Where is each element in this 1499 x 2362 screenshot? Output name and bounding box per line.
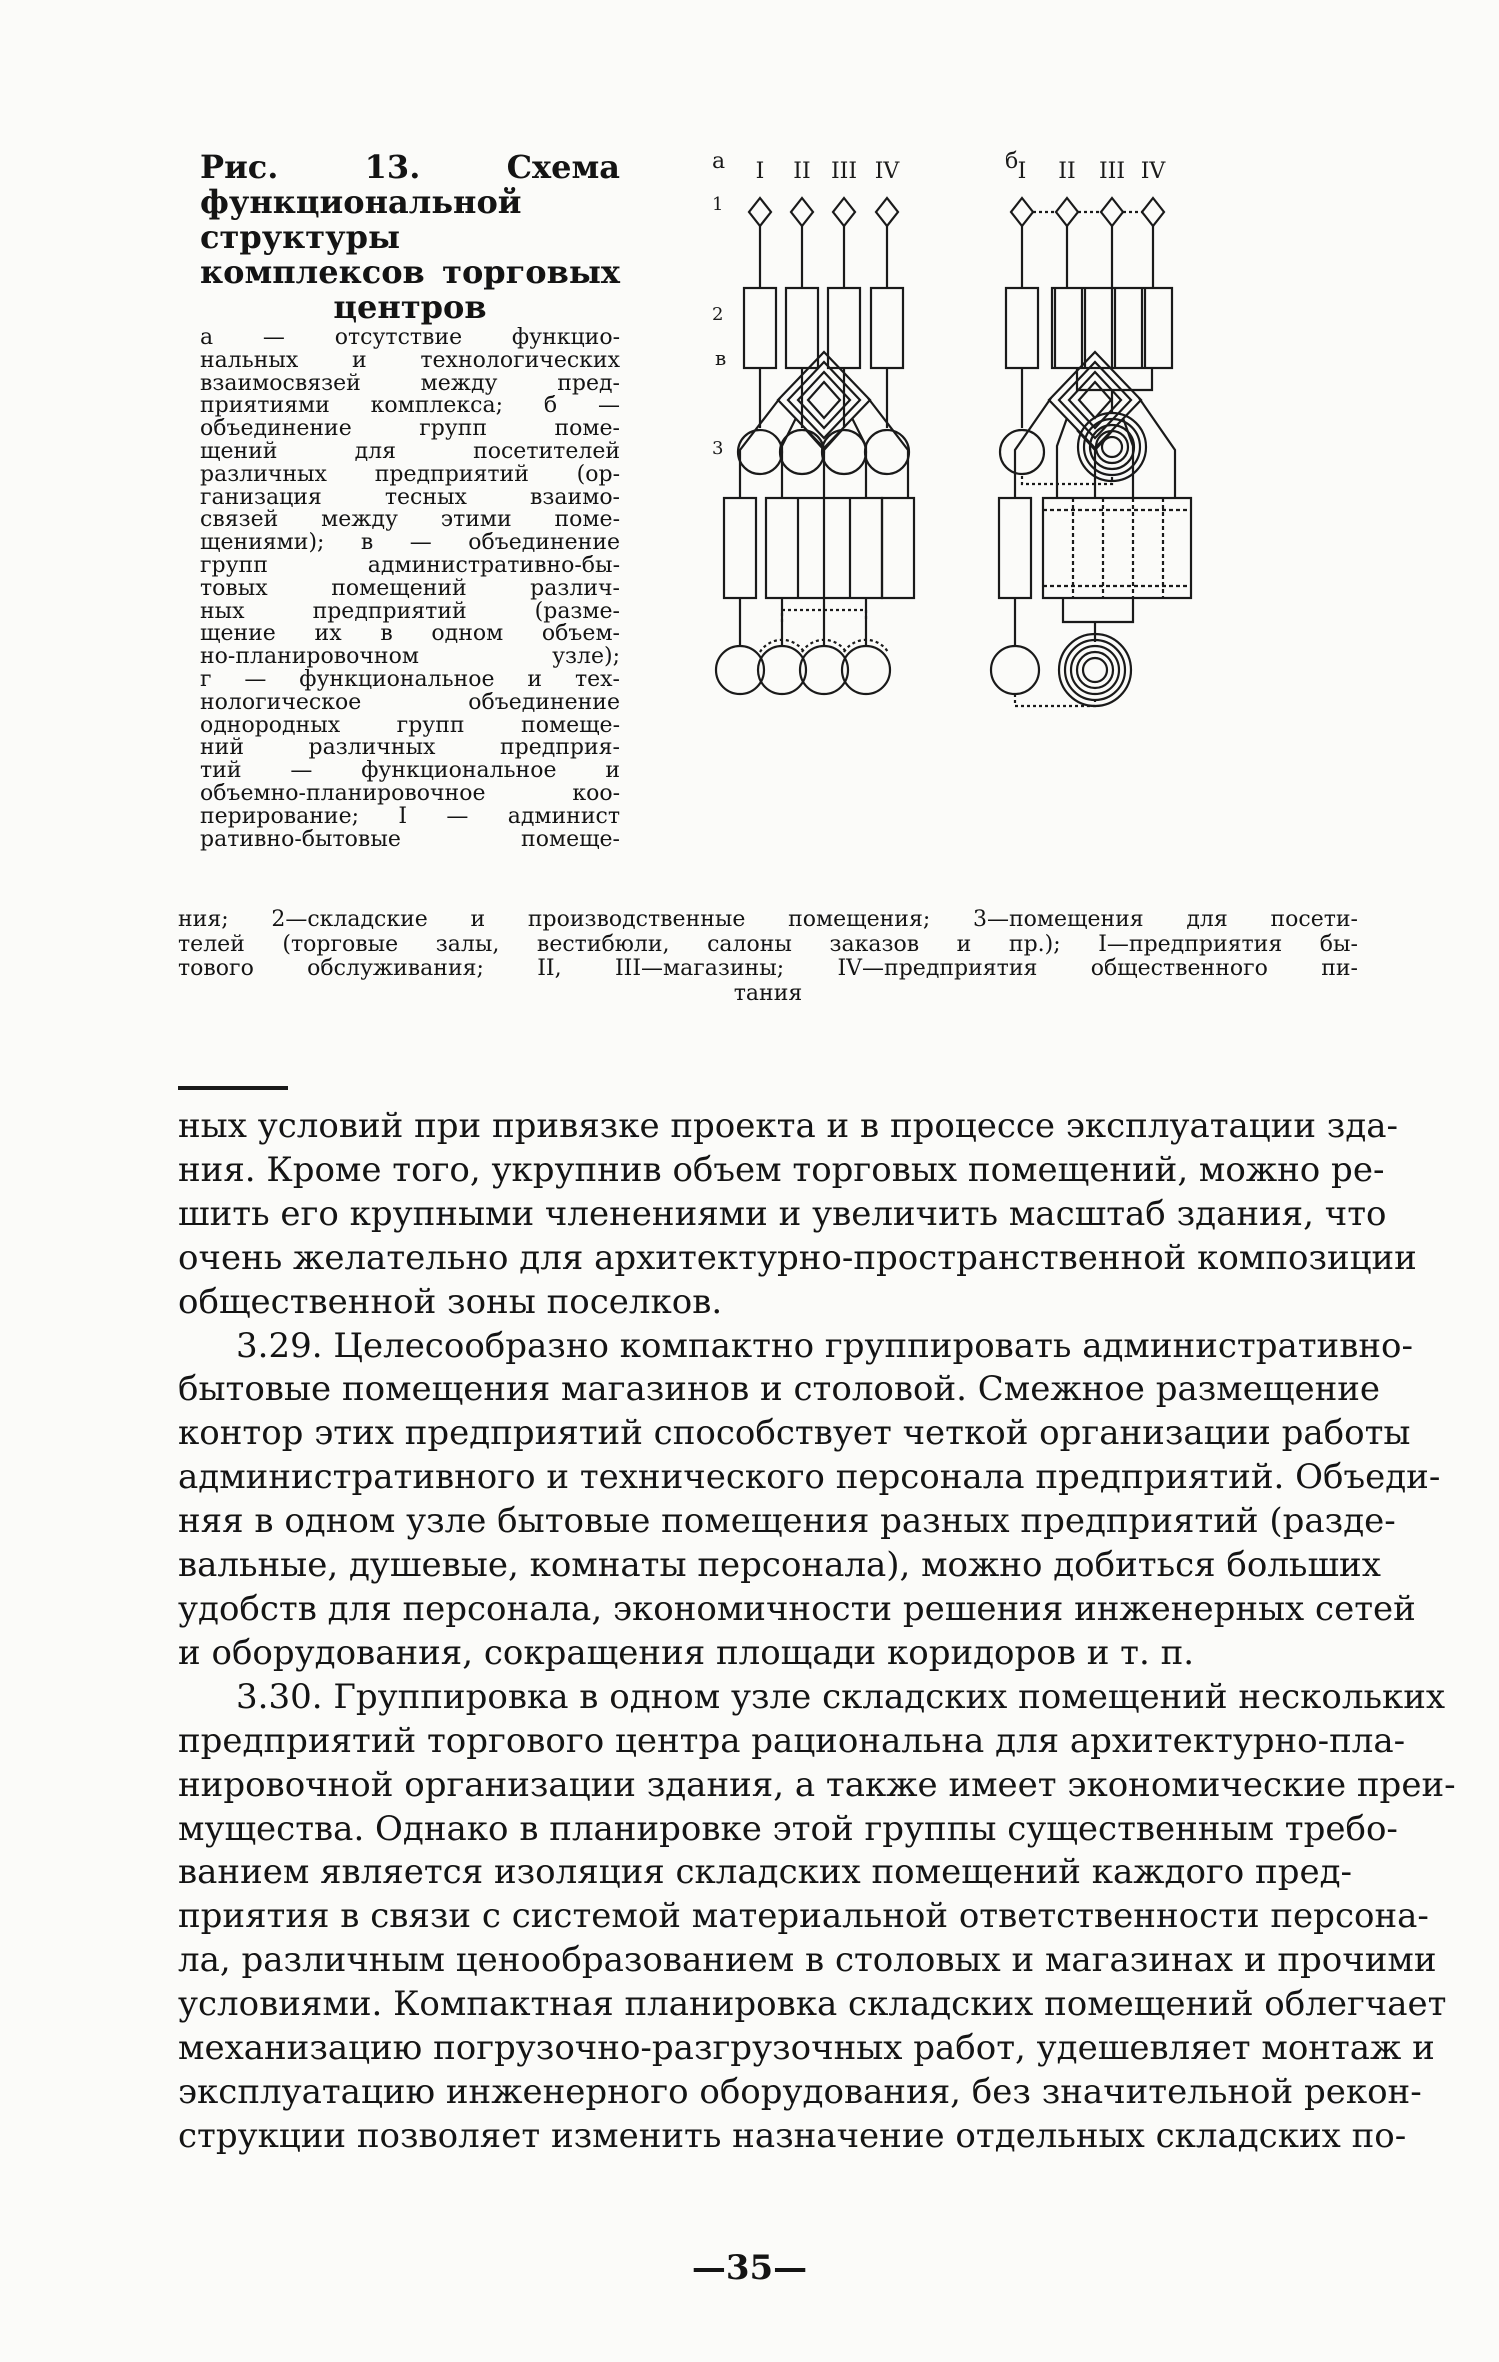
figure-title: Рис. 13. Схема функциональной структуры комплексов торговых центров — [200, 148, 620, 326]
caption-line: щениями); в — объединение — [200, 532, 620, 555]
panel-label-b: б — [1005, 150, 1019, 174]
caption-legend — [200, 327, 620, 851]
caption-line: ративно-бытовые помеще- — [200, 828, 620, 852]
body-text — [178, 1105, 1456, 2159]
text-line: и оборудования, сокращения площади коридоров и т. п. — [178, 1632, 1195, 1673]
text-line: шить его крупными членениями и увеличить масштаб здания, что — [178, 1193, 1387, 1234]
caption-tail-line: телей (торговые залы, вестибюли, салоны заказов и пр.); I—предприятия бы- — [178, 931, 1358, 957]
paragraph — [178, 1105, 1417, 1325]
column-label-a-2: II — [793, 159, 811, 184]
text-line: приятия в связи с системой материальной ответственности персона- — [178, 1896, 1429, 1937]
functional-structure-figure — [700, 150, 1300, 910]
caption-line: групп административно-бы- — [200, 554, 620, 578]
text-line: предприятий торгового центра рациональна для архитектурно-пла- — [178, 1720, 1406, 1761]
diagram-a — [738, 198, 909, 474]
text-line: 3.30. Группировка в одном узле складских помещений нескольких — [236, 1676, 1446, 1717]
text-line: няя в одном узле бытовые помещения разных предприятий (разде- — [178, 1501, 1396, 1542]
text-line: бытовые помещения магазинов и столовой. Смежное размещение — [178, 1369, 1381, 1410]
caption-tail-line: тового обслуживания; II, III—магазины; IV—предприятия общественного пи- — [178, 956, 1358, 981]
paragraph — [178, 1676, 1456, 2159]
diagram-v-rectangles — [724, 498, 914, 598]
caption-line: щений для посетителей — [200, 440, 620, 464]
caption-line: ных предприятий (разме- — [200, 600, 620, 624]
caption-line: г — функциональное и тех- — [200, 668, 620, 692]
text-line: механизацию погрузочно-разгрузочных работ, удешевляет монтаж и — [178, 2028, 1435, 2069]
caption-line: щение их в одном объем- — [200, 623, 620, 647]
column-label-b-4: IV — [1140, 159, 1166, 184]
text-line: 3.29. Целесообразно компактно группировать административно- — [236, 1325, 1413, 1366]
separator-rule — [178, 1086, 288, 1090]
column-label-a-3: III — [830, 159, 858, 184]
diagram-v — [716, 352, 914, 694]
diagram-b-rectangles — [1006, 288, 1172, 368]
diagram-g-rectangles — [999, 498, 1191, 598]
diagram-g-connectors — [1015, 398, 1175, 706]
caption-line: ний различных предприя- — [200, 737, 620, 761]
column-label-a-4: IV — [874, 159, 900, 184]
row-label-3: 3 — [712, 438, 724, 459]
column-label-a-1: I — [755, 159, 765, 184]
text-line: ла, различным ценообразованием в столовых и магазинах и прочими — [178, 1940, 1437, 1981]
caption-line: связей между этими поме- — [200, 509, 620, 533]
page-number: —35— — [691, 2248, 808, 2288]
text-line: ния. Кроме того, укрупнив объем торговых помещений, можно ре- — [178, 1149, 1385, 1190]
caption-line: тий — функциональное и — [200, 760, 620, 783]
diagram-v-circles — [716, 640, 890, 694]
text-line: нировочной организации здания, а также имеет экономические преи- — [178, 1764, 1456, 1805]
panel-label-a: а — [712, 150, 726, 174]
caption-tail-line: тания — [733, 980, 803, 1006]
text-line: общественной зоны поселков. — [178, 1281, 723, 1322]
caption-line: нологическое объединение — [200, 691, 620, 715]
caption-line: а — отсутствие функцио- — [200, 327, 620, 350]
text-line: очень желательно для архитектурно-пространственной композиции — [178, 1237, 1417, 1278]
text-line: ванием является изоляция складских помещений каждого пред- — [178, 1852, 1352, 1893]
diagram-a-diamonds — [749, 198, 898, 226]
column-label-b-3: III — [1098, 159, 1126, 184]
text-line: административного и технического персонала предприятий. Объеди- — [178, 1457, 1441, 1498]
caption-line: различных предприятий (ор- — [200, 463, 620, 487]
column-label-b-2: II — [1058, 159, 1076, 184]
text-line: струкции позволяет изменить назначение отдельных складских по- — [178, 2115, 1407, 2156]
column-label-b-1: I — [1017, 159, 1027, 184]
text-line: мущества. Однако в планировке этой группы существенным требо- — [178, 1808, 1398, 1849]
paragraph — [178, 1325, 1441, 1676]
caption-continuation — [178, 908, 1358, 1006]
caption-line: взаимосвязей между пред- — [200, 372, 620, 396]
caption-line: приятиями комплекса; б — — [200, 395, 620, 419]
caption-line: нальных и технологических — [200, 349, 620, 373]
caption-line: однородных групп помеще- — [200, 714, 620, 738]
row-label-1: 1 — [712, 194, 724, 215]
caption-line: товых помещений различ- — [200, 577, 620, 601]
diagram-a-rectangles — [744, 288, 903, 368]
caption-line: объединение групп поме- — [200, 418, 620, 441]
caption-line: объемно-планировочное коо- — [200, 782, 620, 806]
text-line: контор этих предприятий способствует четкой организации работы — [178, 1413, 1411, 1454]
text-line: условиями. Компактная планировка складских помещений облегчает — [178, 1984, 1447, 2025]
caption-line: перирование; I — админист — [200, 805, 620, 829]
caption-line: но-планировочном узле); — [200, 646, 620, 669]
row-label-2: 2 — [712, 304, 724, 325]
text-line: вальные, душевые, комнаты персонала), можно добиться больших — [178, 1545, 1381, 1586]
figure-caption — [200, 150, 620, 851]
text-line: удобств для персонала, экономичности решения инженерных сетей — [178, 1588, 1416, 1629]
caption-tail-line: ния; 2—складские и производственные помещения; 3—помещения для посети- — [178, 907, 1358, 932]
panel-label-c: в — [715, 346, 727, 370]
text-line: эксплуатацию инженерного оборудования, без значительной рекон- — [178, 2071, 1422, 2112]
diagram-g-circles — [991, 634, 1131, 706]
caption-line: ганизация тесных взаимо- — [200, 486, 620, 510]
text-line: ных условий при привязке проекта и в процессе эксплуатации зда- — [178, 1106, 1399, 1146]
